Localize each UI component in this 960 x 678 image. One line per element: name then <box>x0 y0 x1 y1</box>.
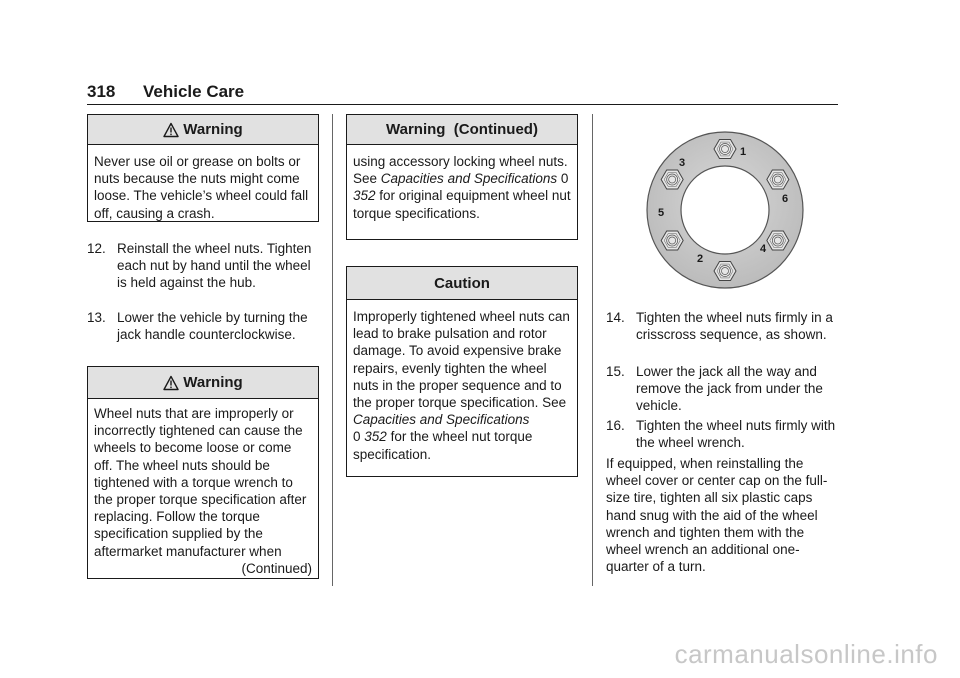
warning-continued-box <box>346 114 578 240</box>
caution-text <box>347 300 577 463</box>
warning-triangle-icon <box>163 122 179 138</box>
step-16 <box>606 417 841 451</box>
step-text: Tighten the wheel nuts firmly in a crisscross sequence, as shown. <box>636 310 833 343</box>
step-text: Lower the jack all the way and remove the jack from under the vehicle. <box>636 364 823 414</box>
step-13 <box>87 309 322 343</box>
caution-header <box>347 267 577 300</box>
warning-title: Warning (Continued) <box>386 121 538 138</box>
step-number: 15. <box>606 364 625 379</box>
lug-nut <box>661 231 683 250</box>
lug-nut <box>714 261 736 280</box>
step-number: 13. <box>87 310 106 325</box>
caution-box <box>346 266 578 477</box>
watermark: carmanualsonline.info <box>674 639 938 669</box>
page-ref-icon: 0 <box>353 429 361 445</box>
step-12 <box>87 240 322 292</box>
step-number: 12. <box>87 241 106 256</box>
sequence-label-1: 1 <box>740 146 747 158</box>
page-header <box>87 82 838 105</box>
lug-nut <box>714 139 736 158</box>
step-14 <box>606 309 841 343</box>
warning-header <box>347 115 577 145</box>
continued-label: (Continued) <box>241 560 312 576</box>
warning-text <box>88 399 318 577</box>
warning-header <box>88 367 318 399</box>
step-text: Reinstall the wheel nuts. Tighten each nut by hand until the wheel is held against the hub. <box>117 241 312 291</box>
lug-nut <box>767 170 789 189</box>
warning-header <box>88 115 318 145</box>
warning-text <box>347 145 577 222</box>
column-divider <box>592 114 593 586</box>
warning-title: Warning <box>183 121 243 138</box>
lug-nut <box>767 231 789 250</box>
sequence-label-2: 2 <box>697 253 704 265</box>
center-bore <box>681 166 769 254</box>
body-text: for the wheel nut torque specification. <box>353 429 533 462</box>
lug-nut <box>661 170 683 189</box>
sequence-label-5: 5 <box>658 207 665 219</box>
capacities-link[interactable]: Capacities and Specifications <box>353 412 530 428</box>
body-text: Improperly tightened wheel nuts can lead to brake pulsation and rotor damage. To avoid expensive brake repairs, evenly tighten the wheel nuts in the proper sequence and to the proper torque specification. See <box>353 309 570 411</box>
warning-box <box>87 366 319 579</box>
body-text: for original equipment wheel nut torque specifications. <box>353 188 571 221</box>
page-ref[interactable]: 352 <box>353 188 376 204</box>
sequence-label-6: 6 <box>782 193 789 205</box>
warning-box <box>87 114 319 222</box>
section-title: Vehicle Care <box>143 82 245 101</box>
step-text: Lower the vehicle by turning the jack handle counterclockwise. <box>117 310 308 343</box>
step-number: 16. <box>606 418 625 433</box>
step-15 <box>606 363 841 415</box>
warning-text: Never use oil or grease on bolts or nuts because the nuts might come loose. The vehicle’s wheel could fall off, causing a crash. <box>94 154 309 221</box>
column-divider <box>332 114 333 586</box>
sequence-label-3: 3 <box>679 157 686 169</box>
body-text: using accessory locking wheel nuts. See <box>353 154 568 187</box>
warning-triangle-icon <box>163 375 179 391</box>
step-number: 14. <box>606 310 625 325</box>
warning-body: Wheel nuts that are improperly or incorrectly tightened can cause the wheels to become loose or come off. The wheel nuts should be tightened with a torque wrench to the proper torque specification after replacing. Follow the torque specification supplied by the aftermarket manufacturer when <box>94 406 307 559</box>
capacities-link[interactable]: Capacities and Specifications <box>380 171 558 187</box>
page-ref-icon: 0 <box>560 171 569 187</box>
lug-nut-sequence-diagram <box>645 130 805 290</box>
caution-title: Caution <box>434 274 490 292</box>
page-ref[interactable]: 352 <box>364 429 387 445</box>
reinstall-note: If equipped, when reinstalling the wheel cover or center cap on the full-size tire, tighten all six plastic caps hand snug with the aid of the wheel wrench and tighten them with the wheel wrench an additional one-quarter of a turn. <box>606 456 828 575</box>
step-text: Tighten the wheel nuts firmly with the wheel wrench. <box>636 418 836 451</box>
page-number: 318 <box>87 82 116 101</box>
warning-title: Warning <box>183 374 243 391</box>
sequence-label-4: 4 <box>760 243 767 255</box>
